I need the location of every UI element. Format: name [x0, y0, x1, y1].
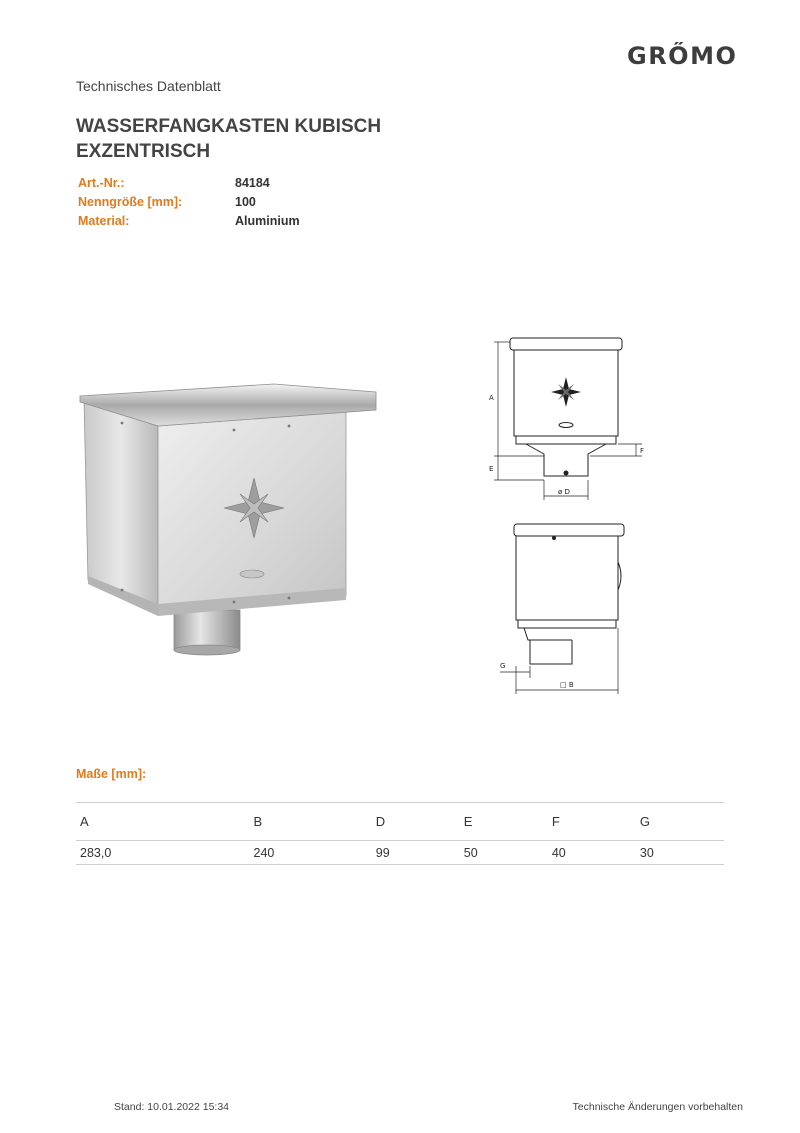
gromo-logo — [627, 42, 765, 68]
table-row — [76, 841, 724, 865]
table-cell: 50 — [460, 841, 548, 865]
title-line-1: WASSERFANGKASTEN KUBISCH — [76, 116, 382, 137]
document-type: Technisches Datenblatt — [76, 78, 221, 94]
dim-label-g: G — [500, 662, 506, 670]
column-header: B — [250, 803, 372, 841]
dimensions-table — [76, 802, 724, 865]
spec-value: 84184 — [235, 176, 270, 190]
column-header: F — [548, 803, 636, 841]
dim-label-a: A — [489, 394, 494, 402]
title-line-2: EXZENTRISCH — [76, 141, 211, 162]
table-cell: 99 — [372, 841, 460, 865]
column-header: A — [76, 803, 250, 841]
spec-value: 100 — [235, 195, 256, 209]
product-title — [76, 114, 381, 164]
dim-label-d: ø D — [558, 488, 570, 496]
spec-row-material — [78, 214, 300, 233]
dimensions-heading: Maße [mm]: — [76, 767, 147, 781]
spec-list — [78, 176, 300, 233]
column-header: D — [372, 803, 460, 841]
technical-drawing-side — [486, 516, 661, 698]
table-cell: 40 — [548, 841, 636, 865]
svg-text:GRŐMO: GRŐMO — [627, 42, 738, 68]
column-header: G — [636, 803, 724, 841]
dim-label-e: E — [489, 465, 494, 473]
spec-value: Aluminium — [235, 214, 300, 228]
table-cell: 30 — [636, 841, 724, 865]
table-cell: 240 — [250, 841, 372, 865]
footer-date: Stand: 10.01.2022 15:34 — [114, 1101, 230, 1113]
spec-row-size — [78, 195, 300, 214]
product-photo — [74, 378, 396, 660]
spec-row-article — [78, 176, 300, 195]
table-cell: 283,0 — [76, 841, 250, 865]
spec-label: Nenngröße [mm]: — [78, 195, 183, 209]
technical-drawing-front — [486, 328, 661, 506]
dim-label-b: □ B — [560, 681, 574, 689]
table-header-row — [76, 803, 724, 841]
spec-label: Material: — [78, 214, 130, 228]
footer-disclaimer: Technische Änderungen vorbehalten — [572, 1101, 743, 1113]
column-header: E — [460, 803, 548, 841]
dim-label-f: F — [640, 447, 645, 455]
spec-label: Art.-Nr.: — [78, 176, 125, 190]
